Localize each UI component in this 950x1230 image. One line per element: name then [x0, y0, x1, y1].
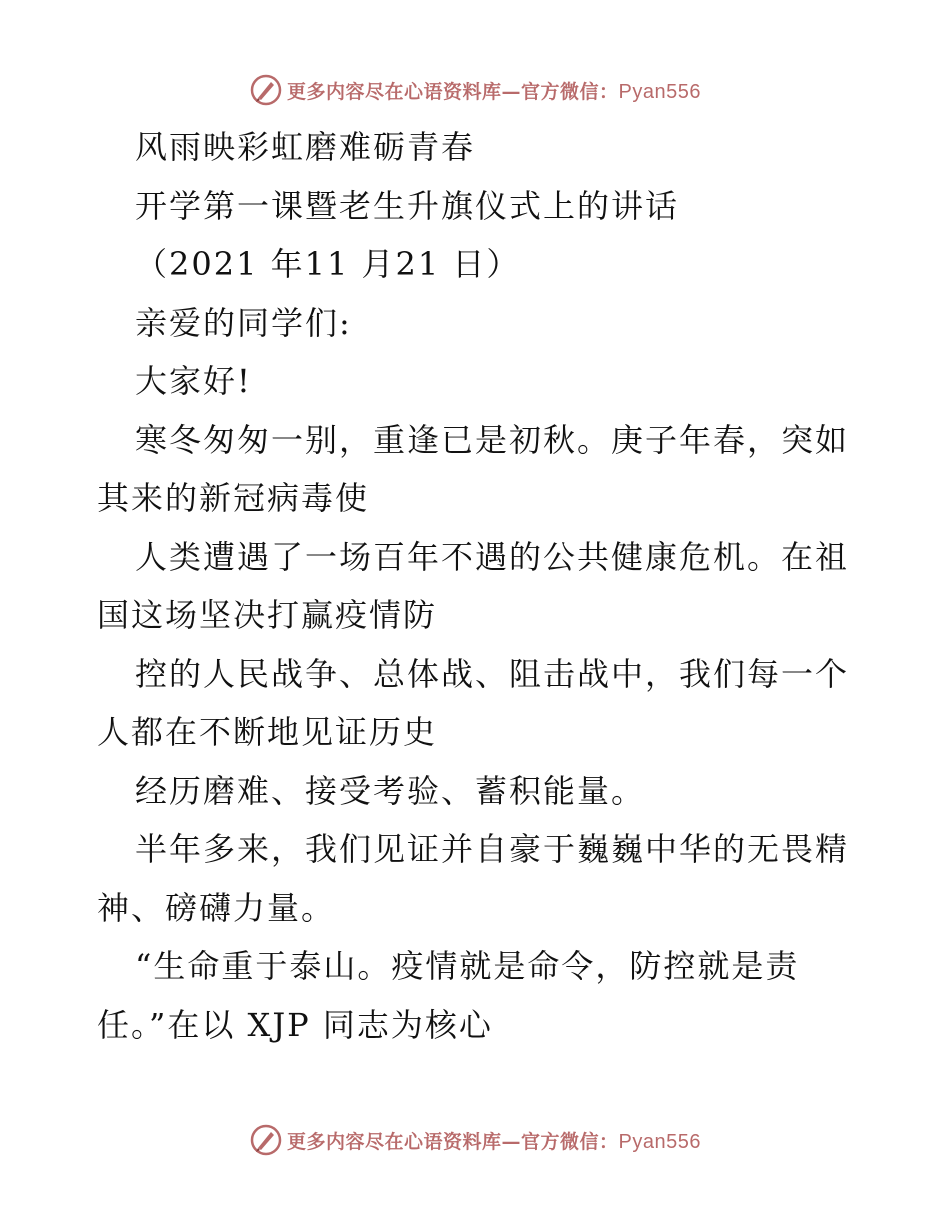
doc-date: （2021 年11 月21 日）	[135, 245, 521, 283]
wechat-id: Pyan556	[618, 1130, 701, 1153]
paragraph-line: 人类遭遇了一场百年不遇的公共健康危机。在祖	[135, 537, 850, 576]
doc-subtitle: 开学第一课暨老生升旗仪式上的讲话	[135, 186, 680, 225]
footer-banner	[0, 1120, 950, 1160]
doc-title: 风雨映彩虹磨难砺青春	[135, 128, 476, 166]
banner-text: 更多内容尽在心语资料库—官方微信：Pyan556	[287, 80, 701, 103]
paragraph-line: 国这场坚决打赢疫情防	[97, 596, 438, 634]
paragraph-line: 其来的新冠病毒使	[97, 479, 370, 517]
paragraph-line: 人都在不断地见证历史	[97, 713, 438, 751]
quill-pen-icon	[249, 1123, 283, 1157]
paragraph-line: 经历磨难、接受考验、蓄积能量。	[135, 771, 646, 810]
paragraph-line: “生命重于泰山。疫情就是命令，防控就是责	[135, 947, 800, 985]
wechat-id: Pyan556	[618, 80, 701, 103]
paragraph-line: 神、磅礴力量。	[97, 888, 336, 927]
paragraph-line: 控的人民战争、总体战、阻击战中，我们每一个	[135, 654, 850, 693]
paragraph-line: 半年多来，我们见证并自豪于巍巍中华的无畏精	[135, 830, 850, 868]
quill-pen-icon	[249, 73, 283, 107]
paragraph-line: 寒冬匆匆一别，重逢已是初秋。庚子年春，突如	[135, 420, 850, 459]
document-body	[97, 118, 857, 1054]
doc-salutation: 亲爱的同学们:	[135, 303, 352, 342]
paragraph-line: 任。”在以 XJP 同志为核心	[97, 1005, 493, 1044]
banner-text: 更多内容尽在心语资料库—官方微信：Pyan556	[287, 1130, 701, 1153]
header-banner	[0, 70, 950, 110]
doc-greeting: 大家好!	[135, 362, 252, 400]
